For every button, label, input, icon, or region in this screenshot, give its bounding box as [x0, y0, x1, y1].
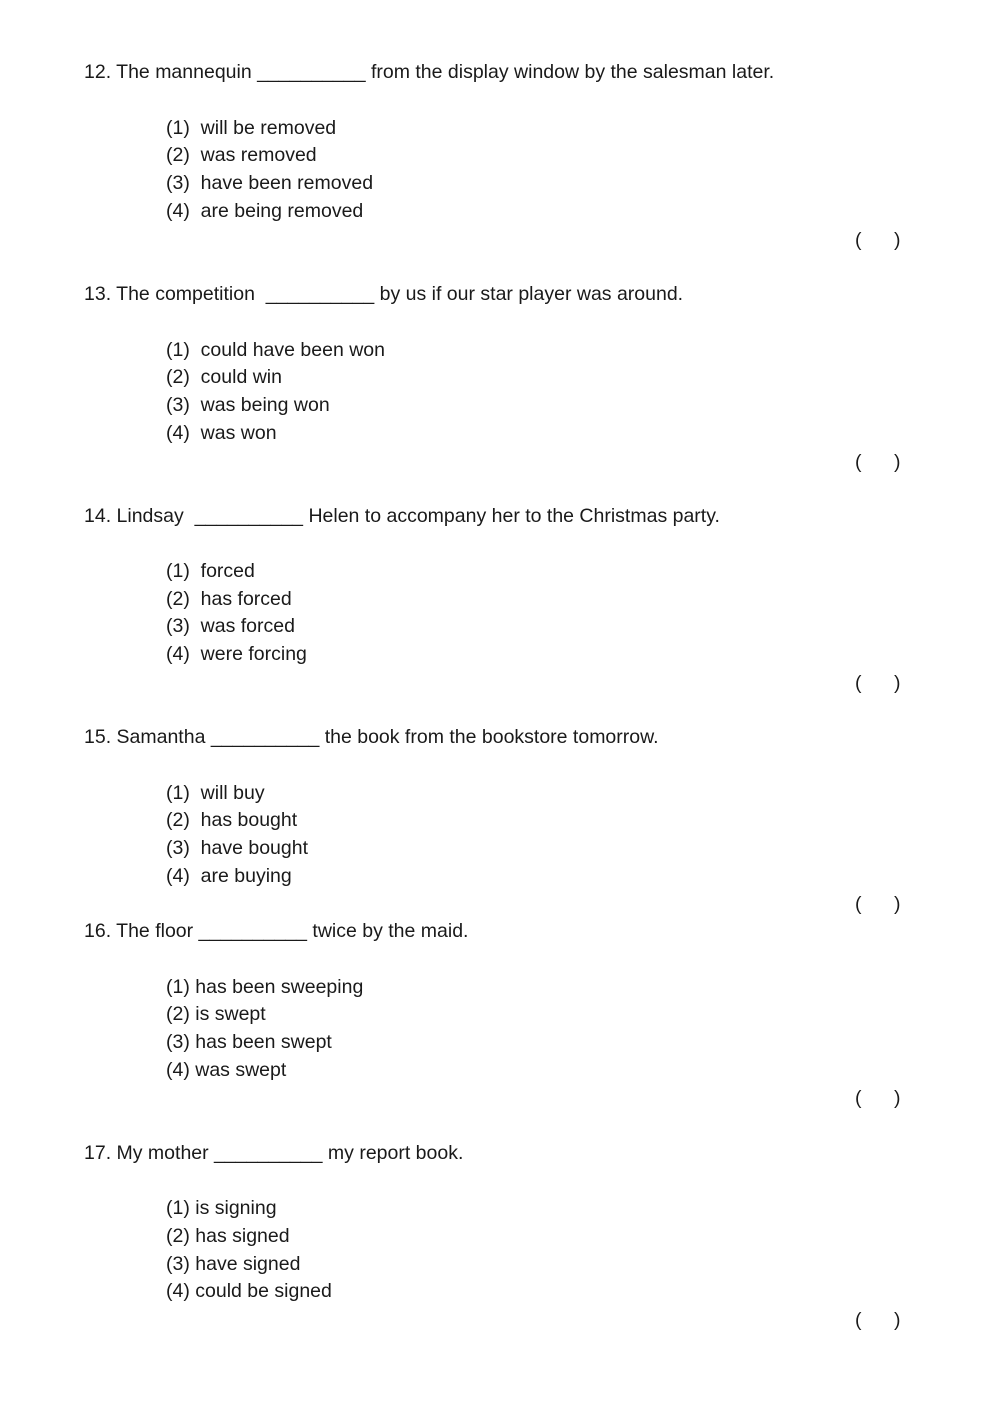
question-13-answer-box[interactable]: ( ) [855, 451, 901, 473]
question-16-answer-box[interactable]: ( ) [855, 1087, 901, 1109]
question-14-stem: 14. Lindsay __________ Helen to accompany her to the Christmas party. [84, 505, 720, 527]
question-14-answer-box[interactable]: ( ) [855, 672, 901, 694]
question-16-stem: 16. The floor __________ twice by the maid. [84, 920, 469, 942]
question-13-option-1[interactable]: (1) could have been won [166, 339, 385, 361]
question-17-answer-box[interactable]: ( ) [855, 1309, 901, 1331]
question-13-stem: 13. The competition __________ by us if our star player was around. [84, 283, 684, 305]
question-15-option-1[interactable]: (1) will buy [166, 782, 265, 804]
question-16-option-2[interactable]: (2) is swept [166, 1003, 266, 1025]
question-15-option-3[interactable]: (3) have bought [166, 837, 309, 859]
question-14-option-3[interactable]: (3) was forced [166, 615, 295, 637]
question-15-option-4[interactable]: (4) are buying [166, 865, 292, 887]
question-16-option-3[interactable]: (3) has been swept [166, 1031, 332, 1053]
question-17-option-3[interactable]: (3) have signed [166, 1253, 301, 1275]
question-15-answer-box[interactable]: ( ) [855, 893, 901, 915]
question-14-option-1[interactable]: (1) forced [166, 560, 255, 582]
question-14-option-2[interactable]: (2) has forced [166, 588, 292, 610]
question-15-option-2[interactable]: (2) has bought [166, 809, 298, 831]
question-12-option-3[interactable]: (3) have been removed [166, 172, 374, 194]
question-12-option-1[interactable]: (1) will be removed [166, 117, 337, 139]
question-17-option-2[interactable]: (2) has signed [166, 1225, 290, 1247]
question-12-option-2[interactable]: (2) was removed [166, 144, 317, 166]
question-14-option-4[interactable]: (4) were forcing [166, 643, 307, 665]
question-16-option-4[interactable]: (4) was swept [166, 1059, 287, 1081]
question-17-stem: 17. My mother __________ my report book. [84, 1142, 464, 1164]
question-12-option-4[interactable]: (4) are being removed [166, 200, 364, 222]
question-17-option-1[interactable]: (1) is signing [166, 1197, 277, 1219]
question-17-option-4[interactable]: (4) could be signed [166, 1280, 332, 1302]
question-16-option-1[interactable]: (1) has been sweeping [166, 976, 364, 998]
question-13-option-3[interactable]: (3) was being won [166, 394, 330, 416]
question-12-stem: 12. The mannequin __________ from the display window by the salesman later. [84, 61, 775, 83]
question-12-answer-box[interactable]: ( ) [855, 229, 901, 251]
question-13-option-2[interactable]: (2) could win [166, 366, 282, 388]
question-15-stem: 15. Samantha __________ the book from the bookstore tomorrow. [84, 726, 659, 748]
question-13-option-4[interactable]: (4) was won [166, 422, 277, 444]
